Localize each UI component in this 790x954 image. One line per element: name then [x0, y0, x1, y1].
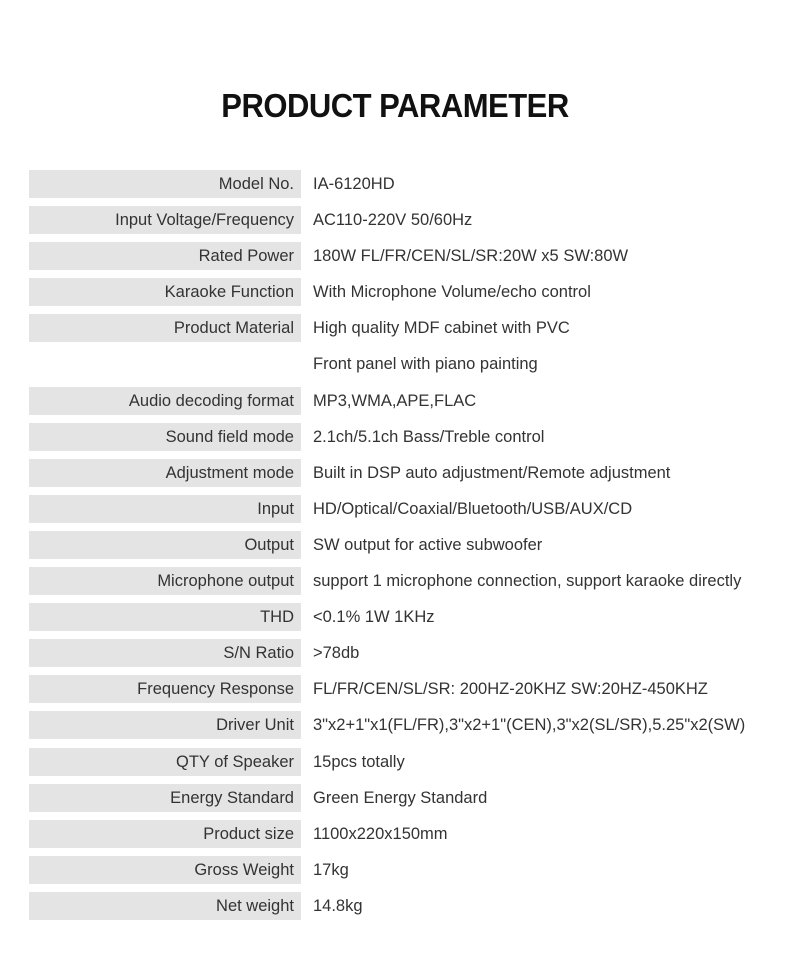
- row-value: 3"x2+1"x1(FL/FR),3"x2+1"(CEN),3"x2(SL/SR),5.25"x2(SW): [313, 716, 746, 735]
- table-row: [29, 565, 774, 601]
- row-label: Model No.: [29, 170, 301, 198]
- row-label: Input Voltage/Frequency: [29, 206, 301, 234]
- row-value: 180W FL/FR/CEN/SL/SR:20W x5 SW:80W: [313, 247, 629, 266]
- row-value: support 1 microphone connection, support karaoke directly: [313, 572, 742, 591]
- row-label: Sound field mode: [29, 423, 301, 451]
- row-value: FL/FR/CEN/SL/SR: 200HZ-20KHZ SW:20HZ-450KHZ: [313, 680, 708, 699]
- row-value: SW output for active subwoofer: [313, 535, 543, 554]
- table-row: [29, 890, 774, 926]
- row-label: Output: [29, 531, 301, 559]
- table-row: [29, 276, 774, 312]
- table-row: [29, 168, 774, 204]
- page-title: PRODUCT PARAMETER: [221, 86, 569, 125]
- table-row: [29, 601, 774, 637]
- table-row: [29, 240, 774, 276]
- table-row: [29, 673, 774, 709]
- row-value: MP3,WMA,APE,FLAC: [313, 391, 477, 410]
- row-label: Net weight: [29, 892, 301, 920]
- row-label: S/N Ratio: [29, 639, 301, 667]
- row-value: AC110-220V 50/60Hz: [313, 211, 473, 230]
- row-label: Microphone output: [29, 567, 301, 595]
- table-row: [29, 637, 774, 673]
- row-label: [29, 350, 301, 378]
- table-row: [29, 818, 774, 854]
- row-value: Front panel with piano painting: [313, 355, 538, 374]
- row-label: Rated Power: [29, 242, 301, 270]
- row-value: Green Energy Standard: [313, 788, 488, 807]
- row-label: Driver Unit: [29, 711, 301, 739]
- row-value: Built in DSP auto adjustment/Remote adjustment: [313, 463, 671, 482]
- row-value: 2.1ch/5.1ch Bass/Treble control: [313, 427, 545, 446]
- row-label: Product size: [29, 820, 301, 848]
- table-row: [29, 457, 774, 493]
- parameter-table: [29, 168, 774, 926]
- row-label: Frequency Response: [29, 675, 301, 703]
- row-label: Karaoke Function: [29, 278, 301, 306]
- row-label: Input: [29, 495, 301, 523]
- row-value: >78db: [313, 644, 360, 663]
- row-value: HD/Optical/Coaxial/Bluetooth/USB/AUX/CD: [313, 499, 633, 518]
- table-row: [29, 709, 774, 745]
- row-value: 17kg: [313, 860, 349, 879]
- table-row: [29, 348, 774, 384]
- row-value: High quality MDF cabinet with PVC: [313, 319, 570, 338]
- row-value: IA-6120HD: [313, 175, 395, 193]
- row-value: <0.1% 1W 1KHz: [313, 608, 435, 627]
- row-value: 1100x220x150mm: [313, 824, 448, 843]
- table-row: [29, 854, 774, 890]
- table-row: [29, 312, 774, 348]
- row-value: With Microphone Volume/echo control: [313, 283, 591, 302]
- table-row: [29, 782, 774, 818]
- row-label: Gross Weight: [29, 856, 301, 884]
- row-label: Adjustment mode: [29, 459, 301, 487]
- row-value: 14.8kg: [313, 896, 363, 915]
- row-label: QTY of Speaker: [29, 748, 301, 776]
- row-label: Product Material: [29, 314, 301, 342]
- row-value: 15pcs totally: [313, 752, 405, 771]
- row-label: THD: [29, 603, 301, 631]
- row-label: Energy Standard: [29, 784, 301, 812]
- table-row: [29, 385, 774, 421]
- row-label: Audio decoding format: [29, 387, 301, 415]
- table-row: [29, 204, 774, 240]
- table-row: [29, 421, 774, 457]
- table-row: [29, 529, 774, 565]
- table-row: [29, 493, 774, 529]
- table-row: [29, 746, 774, 782]
